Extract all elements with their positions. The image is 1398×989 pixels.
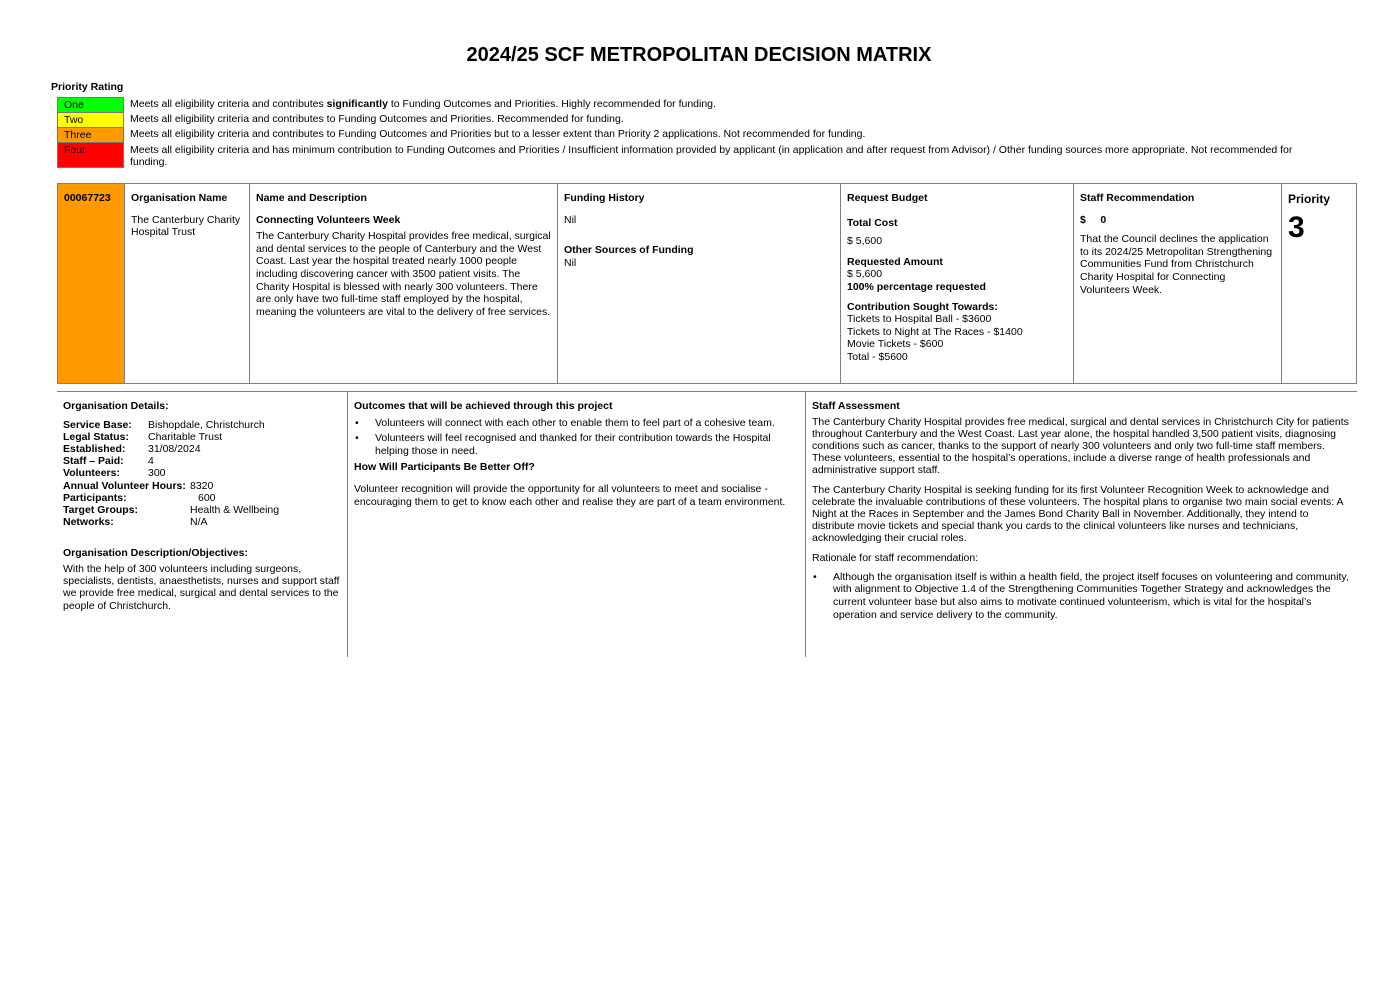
- organisation-details-panel: [57, 392, 348, 657]
- organisation-name-heading: Organisation Name: [131, 192, 228, 204]
- staff-recommendation-amount: $ 0: [1080, 213, 1107, 226]
- detail-row: [63, 516, 341, 528]
- priority-row-four: [57, 142, 1315, 168]
- priority-swatch-two: Two: [57, 112, 124, 127]
- priority-text-four: Meets all eligibility criteria and has minimum contribution to Funding Outcomes and Priorities / Insufficient information provided by applicant (in application and after request from Advisor) / Other funding sources more appropriate. Not recommended for funding.: [130, 144, 1293, 168]
- rationale-heading: Rationale for staff recommendation:: [812, 551, 979, 564]
- application-id: 00067723: [64, 192, 111, 204]
- priority-text-one: Meets all eligibility criteria and contributes significantly to Funding Outcomes and Priorities. Highly recommended for funding.: [130, 98, 716, 110]
- other-sources-value: Nil: [564, 256, 577, 269]
- funding-history-cell: [558, 184, 841, 383]
- percentage-requested: 100% percentage requested: [847, 280, 986, 293]
- detail-label: Annual Volunteer Hours:: [63, 479, 186, 492]
- priority-swatch-four: Four: [57, 142, 124, 168]
- staff-assessment-panel: [806, 392, 1357, 657]
- priority-text-three: Meets all eligibility criteria and contributes to Funding Outcomes and Priorities but to a lesser extent than Priority 2 applications. Not recommended for funding.: [130, 128, 866, 140]
- staff-recommendation-text: That the Council declines the application to its 2024/25 Metropolitan Strengthening Communities Fund from Christchurch Charity Hospital for Connecting Volunteers Week.: [1080, 233, 1273, 296]
- priority-row-two: [57, 112, 1315, 127]
- rationale-item: • Although the organisation itself is within a health field, the project itself focuses on volunteering and community, with alignment to Objective 1.4 of the Strengthening Communities Together Strategy and acknowledges the current volunteer base but also aims to motivate continued volunteerism, which is vital for the hospital’s operation and service delivery to the community.: [812, 571, 1351, 621]
- total-cost-value: $ 5,600: [847, 235, 883, 248]
- outcomes-heading: Outcomes that will be achieved through this project: [354, 400, 613, 412]
- organisation-description: With the help of 300 volunteers including surgeons, specialists, dentists, anaesthetists, nurses and support staff we provide free medical, surgical and dental services to the people of Christchurch.: [63, 563, 340, 612]
- detail-label: Staff – Paid:: [63, 455, 124, 468]
- priority-rating-legend: [57, 97, 1315, 168]
- contribution-item: Tickets to Night at The Races - $1400: [847, 325, 1023, 338]
- detail-label: Established:: [63, 443, 126, 455]
- staff-recommendation-heading: Staff Recommendation: [1080, 192, 1195, 204]
- detail-row: [63, 455, 341, 467]
- staff-assessment-heading: Staff Assessment: [812, 400, 900, 412]
- priority-text-two: Meets all eligibility criteria and contributes to Funding Outcomes and Priorities. Recommended for funding.: [130, 113, 624, 125]
- detail-label: Networks:: [63, 516, 114, 529]
- priority-swatch-three: Three: [57, 127, 124, 142]
- staff-assessment-paragraph: The Canterbury Charity Hospital provides free medical, surgical and dental services in Christchurch City for patients throughout Canterbury and the West Coast. Last year alone, the hospital handled 3,500 patient visits, diagnosing conditions such as cancer, thanks to the support of nearly 300 volunteers and only two full-time staff members. These volunteers, essential to the hospital’s operations, include a diverse range of health professionals and administrative support staff.: [812, 415, 1349, 477]
- detail-value: Charitable Trust: [148, 430, 223, 443]
- detail-value: 8320: [190, 479, 214, 492]
- requested-amount-value: $ 5,600: [847, 268, 883, 281]
- project-name: Connecting Volunteers Week: [256, 213, 401, 226]
- detail-row: [63, 480, 341, 492]
- detail-value: Health & Wellbeing: [190, 504, 280, 517]
- outcomes-panel: [348, 392, 806, 657]
- detail-row: [63, 467, 341, 479]
- priority-heading: Priority: [1288, 192, 1331, 206]
- name-description-cell: [250, 184, 558, 383]
- page-title: 2024/25 SCF METROPOLITAN DECISION MATRIX: [466, 44, 932, 66]
- priority-rating-heading: Priority Rating: [51, 81, 124, 93]
- organisation-details-heading: Organisation Details:: [63, 400, 169, 412]
- detail-value: 300: [148, 467, 166, 480]
- request-budget-cell: [841, 184, 1074, 383]
- detail-value: 600: [198, 491, 216, 504]
- detail-value: 31/08/2024: [148, 443, 201, 455]
- detail-row: [63, 419, 341, 431]
- total-cost-label: Total Cost: [847, 216, 898, 229]
- detail-label: Participants:: [63, 491, 127, 504]
- organisation-details-list: [63, 419, 341, 529]
- contribution-item: Movie Tickets - $600: [847, 338, 944, 351]
- detail-value: Bishopdale, Christchurch: [148, 418, 265, 431]
- funding-history-value: Nil: [564, 213, 577, 226]
- request-budget-heading: Request Budget: [847, 192, 928, 204]
- requested-amount-label: Requested Amount: [847, 255, 943, 268]
- outcomes-list: [354, 417, 799, 458]
- rationale-list: [812, 571, 1351, 621]
- detail-row: [63, 492, 341, 504]
- contribution-item: Tickets to Hospital Ball - $3600: [847, 313, 992, 326]
- better-off-text: Volunteer recognition will provide the opportunity for all volunteers to meet and socialise - encouraging them to get to know each other and realise they are part of a team environment.: [354, 482, 786, 508]
- funding-history-heading: Funding History: [564, 192, 645, 204]
- application-id-cell: [58, 184, 125, 383]
- detail-row: [63, 504, 341, 516]
- contribution-item: Total - $5600: [847, 350, 908, 363]
- outcome-item: • Volunteers will connect with each other to enable them to feel part of a cohesive team.: [354, 417, 799, 430]
- detail-label: Volunteers:: [63, 467, 120, 480]
- priority-row-three: [57, 127, 1315, 142]
- project-description: The Canterbury Charity Hospital provides free medical, surgical and dental services to the people of Canterbury and the West Coast. Last year the hospital treated nearly 1000 people including discovering cancer with 3500 patient visits. The Charity Hospital is blessed with nearly 300 volunteers. There are only have two full-time staff employed by the hospital, meaning the volunteers are vital to the delivery of free services.: [256, 230, 551, 318]
- outcome-item: • Volunteers will feel recognised and thanked for their contribution towards the Hospital helping those in need.: [354, 432, 799, 457]
- contribution-label: Contribution Sought Towards:: [847, 300, 998, 313]
- detail-row: [63, 443, 341, 455]
- other-sources-heading: Other Sources of Funding: [564, 244, 694, 257]
- detail-label: Legal Status:: [63, 430, 129, 443]
- organisation-name-cell: [125, 184, 250, 383]
- staff-assessment-paragraph: The Canterbury Charity Hospital is seeking funding for its first Volunteer Recognition Week to acknowledge and celebrate the invaluable contributions of these volunteers. The hospital plans to organise two main social events: A Night at the Races in September and the James Bond Charity Ball in November. Additionally, they intend to distribute movie tickets and special thank you cards to the clinical volunteers like nurses and technicians, acknowledging their crucial roles.: [812, 483, 1343, 545]
- priority-cell: [1282, 184, 1356, 383]
- priority-row-one: [57, 97, 1315, 112]
- staff-recommendation-cell: [1074, 184, 1282, 383]
- organisation-description-heading: Organisation Description/Objectives:: [63, 547, 248, 560]
- priority-value: 3: [1288, 211, 1305, 245]
- organisation-name: The Canterbury Charity Hospital Trust: [131, 213, 241, 239]
- priority-swatch-one: One: [57, 97, 124, 112]
- detail-label: Target Groups:: [63, 504, 139, 517]
- better-off-heading: How Will Participants Be Better Off?: [354, 461, 535, 474]
- detail-value: N/A: [190, 516, 208, 529]
- detail-row: [63, 431, 341, 443]
- detail-label: Service Base:: [63, 418, 132, 431]
- name-description-heading: Name and Description: [256, 192, 367, 204]
- detail-value: 4: [148, 455, 154, 468]
- application-summary-table: [57, 183, 1357, 384]
